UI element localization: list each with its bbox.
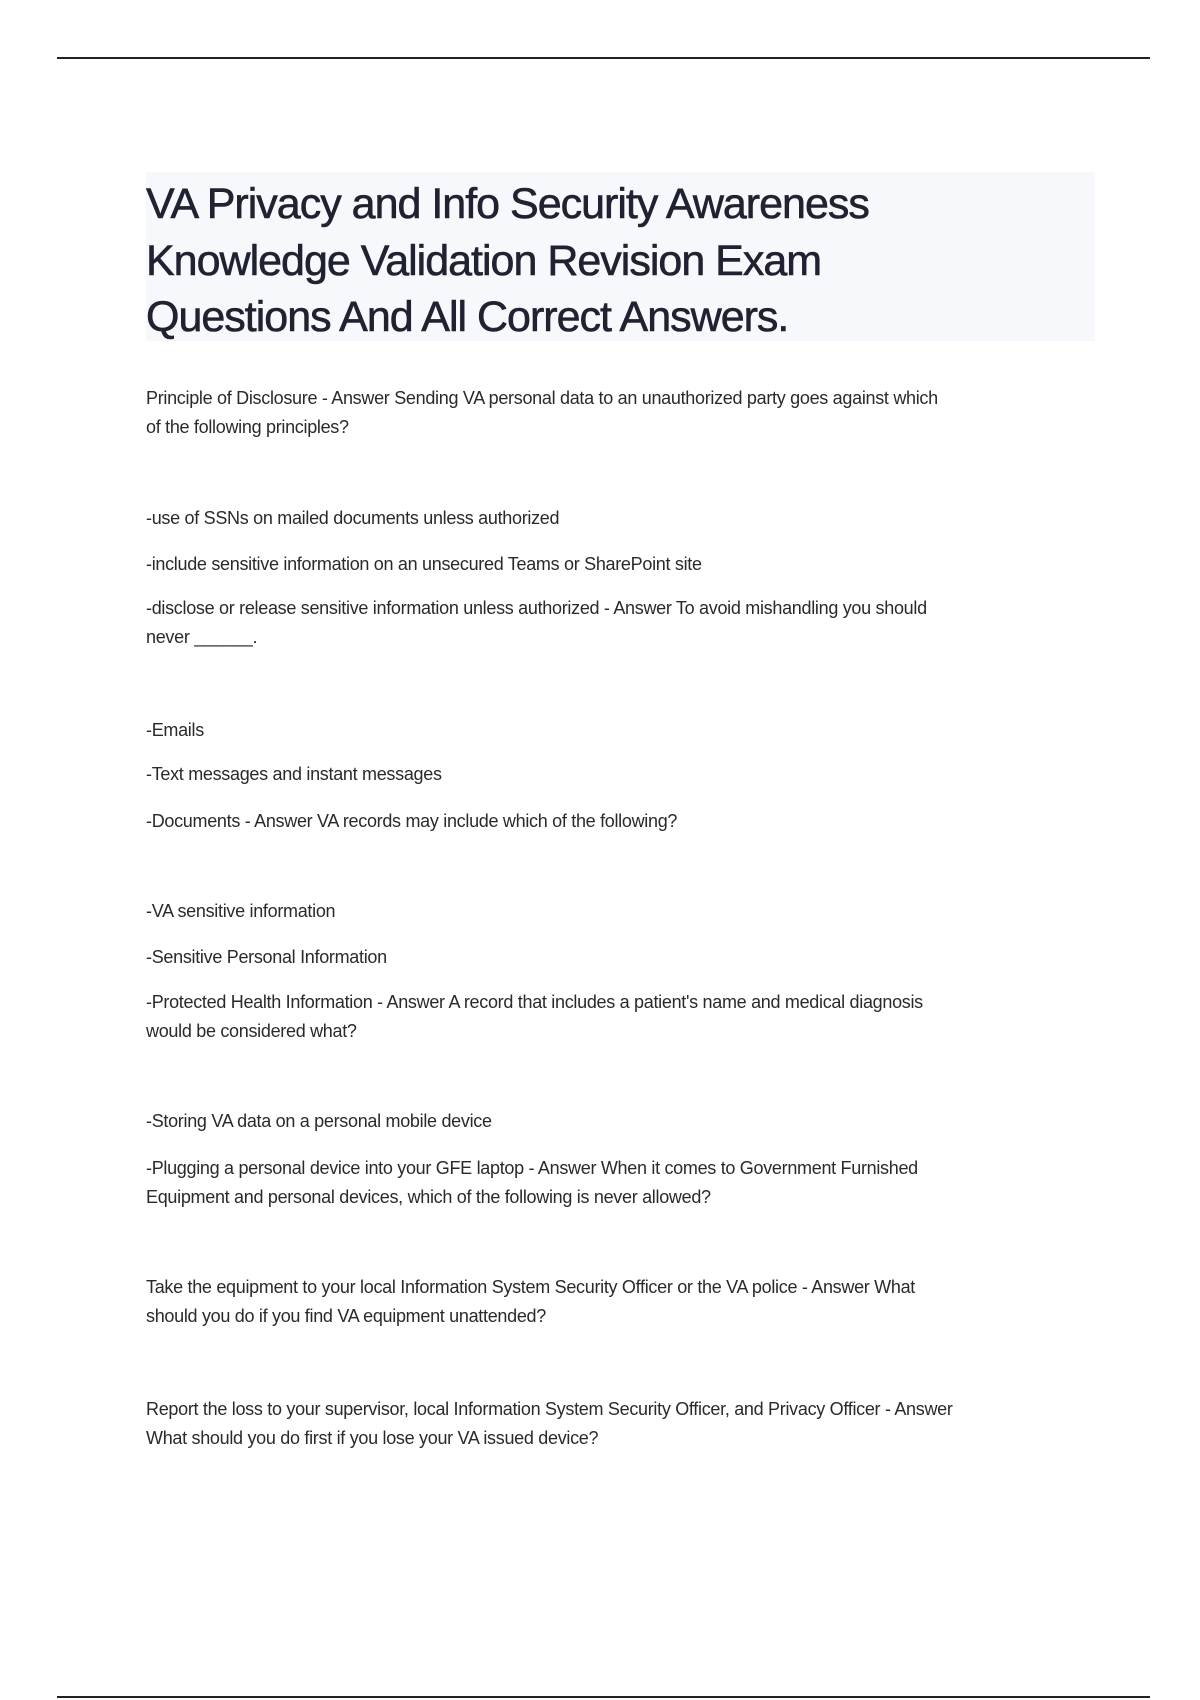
text-line: What should you do first if you lose your VA issued device? xyxy=(146,1428,599,1448)
text-line: -Emails xyxy=(146,720,204,740)
paragraph xyxy=(146,1395,953,1453)
document-title xyxy=(146,176,869,346)
paragraph xyxy=(146,807,677,836)
text-line: -Storing VA data on a personal mobile device xyxy=(146,1111,492,1131)
text-line: would be considered what? xyxy=(146,1021,357,1041)
text-line: Equipment and personal devices, which of the following is never allowed? xyxy=(146,1187,711,1207)
paragraph xyxy=(146,943,387,972)
title-line: Questions And All Correct Answers. xyxy=(146,293,789,341)
paragraph xyxy=(146,594,927,652)
text-line: Take the equipment to your local Information System Security Officer or the VA police - Answer What xyxy=(146,1277,915,1297)
paragraph xyxy=(146,1107,492,1136)
paragraph xyxy=(146,504,559,533)
bottom-rule xyxy=(57,1696,1150,1698)
paragraph xyxy=(146,550,702,579)
text-line: -Protected Health Information - Answer A record that includes a patient's name and medical diagnosis xyxy=(146,992,923,1012)
paragraph xyxy=(146,1154,918,1212)
text-line: -include sensitive information on an unsecured Teams or SharePoint site xyxy=(146,554,702,574)
paragraph xyxy=(146,716,204,745)
text-line: -Documents - Answer VA records may include which of the following? xyxy=(146,811,678,831)
text-line: Principle of Disclosure - Answer Sending VA personal data to an unauthorized party goes against which xyxy=(146,388,938,408)
paragraph xyxy=(146,1273,915,1331)
text-line: of the following principles? xyxy=(146,417,349,437)
title-line: VA Privacy and Info Security Awareness xyxy=(146,180,869,228)
title-line: Knowledge Validation Revision Exam xyxy=(146,236,822,285)
top-rule xyxy=(57,57,1150,59)
text-line: -Sensitive Personal Information xyxy=(146,947,387,967)
text-line: never ______. xyxy=(146,627,258,647)
text-line: Report the loss to your supervisor, local Information System Security Officer, and Privacy Officer - Answer xyxy=(146,1399,953,1419)
text-line: -Text messages and instant messages xyxy=(146,764,442,784)
paragraph xyxy=(146,760,442,789)
paragraph xyxy=(146,897,335,926)
text-line: should you do if you find VA equipment unattended? xyxy=(146,1306,546,1326)
text-line: -VA sensitive information xyxy=(146,901,336,921)
text-line: -Plugging a personal device into your GFE laptop - Answer When it comes to Government Furnished xyxy=(146,1158,918,1178)
paragraph xyxy=(146,384,938,442)
text-line: -disclose or release sensitive information unless authorized - Answer To avoid mishandling you should xyxy=(146,598,927,618)
paragraph xyxy=(146,988,923,1046)
text-line: -use of SSNs on mailed documents unless authorized xyxy=(146,508,560,528)
